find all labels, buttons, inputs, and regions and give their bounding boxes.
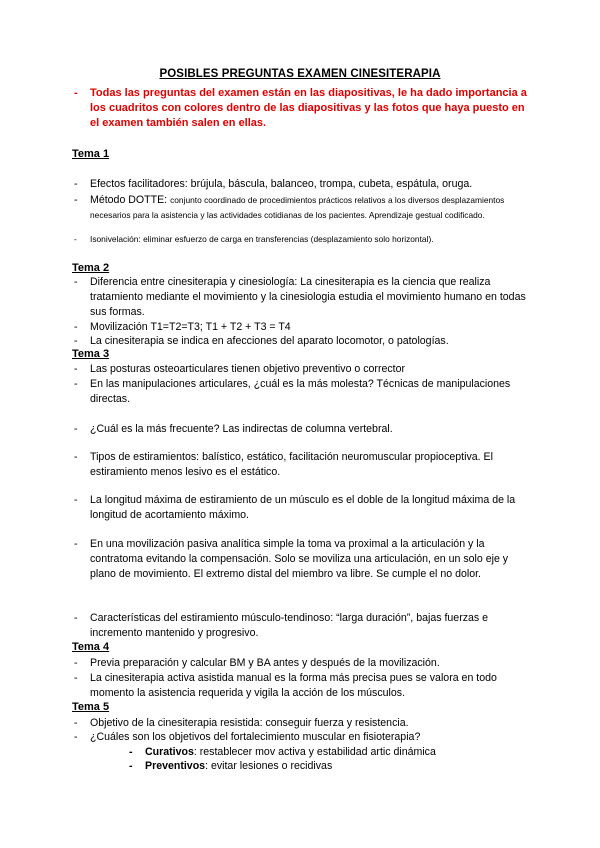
list-item-text: Previa preparación y calcular BM y BA antes y después de la movilización.: [90, 657, 440, 669]
bullet-dash: -: [74, 378, 78, 390]
list-item-text: Efectos facilitadores: brújula, báscula, balanceo, trompa, cubeta, espátula, oruga.: [90, 178, 473, 190]
bullet-dash: -: [74, 335, 78, 347]
list-item-text: Movilización T1=T2=T3; T1 + T2 + T3 = T4: [90, 321, 291, 333]
list-item: [74, 671, 530, 701]
sub-item-label: Curativos: [145, 746, 194, 758]
bullet-dash: -: [74, 451, 78, 463]
list-item: [74, 611, 530, 641]
sub-item-text: : restablecer mov activa y estabilidad artic dinámica: [193, 746, 436, 758]
list-item-text: Tipos de estiramientos: balístico, estático, facilitación neuromuscular propioceptiva. El estiramiento menos lesivo es el estático.: [90, 451, 493, 478]
note-text: Todas las preguntas del examen están en las diapositivas, le ha dado importancia a los cuadritos con colores dentro de las diapositivas y las fotos que haya puesto en el examen también salen en ellas.: [90, 87, 527, 129]
list-item: [74, 193, 530, 223]
bullet-dash: -: [74, 672, 78, 684]
sub-list-item: [129, 759, 535, 774]
bullet-dash: -: [129, 746, 133, 758]
list-item: [74, 422, 530, 437]
section-heading-tema-2: Tema 2: [72, 262, 110, 274]
list-item-text: Diferencia entre cinesiterapia y cinesiología: La cinesiterapia es la ciencia que realiza tratamiento mediante el movimiento y la cinesiologia estudia el movimiento humano en todas sus formas.: [90, 276, 526, 318]
bullet-dash: -: [74, 494, 78, 506]
list-item-text: En las manipulaciones articulares, ¿cuál es la más molesta? Técnicas de manipulaciones directas.: [90, 378, 511, 405]
bullet-dash: -: [74, 717, 78, 729]
bullet-dash: -: [74, 194, 78, 206]
bullet-dash: -: [74, 363, 78, 375]
list-item-text: Características del estiramiento músculo-tendinoso: “larga duración”, bajas fuerzas e incremento mantenido y progresivo.: [90, 612, 489, 639]
list-item-text: La longitud máxima de estiramiento de un músculo es el doble de la longitud máxima de la longitud de acortamiento máximo.: [90, 494, 516, 521]
bullet-dash: -: [74, 538, 78, 550]
list-item: [74, 362, 530, 377]
sub-item-text: : evitar lesiones o recidivas: [205, 760, 333, 772]
list-item: [74, 177, 530, 192]
bullet-dash: -: [74, 87, 78, 99]
exam-note: [74, 86, 530, 131]
list-item: [74, 320, 530, 335]
list-item: [74, 275, 530, 320]
list-item: [74, 716, 530, 731]
list-item: [74, 730, 530, 745]
list-item-lead: Método DOTTE:: [90, 194, 171, 206]
list-item: [74, 233, 540, 246]
bullet-dash: -: [74, 321, 78, 333]
bullet-dash: -: [74, 612, 78, 624]
bullet-dash: -: [74, 276, 78, 288]
list-item-text: ¿Cuáles son los objetivos del fortalecimiento muscular en fisioterapia?: [90, 731, 421, 743]
section-heading-tema-4: Tema 4: [72, 641, 110, 653]
bullet-dash: -: [74, 731, 78, 743]
list-item: [74, 537, 530, 582]
list-item: [74, 493, 530, 523]
bullet-dash: -: [129, 760, 133, 772]
list-item-text: La cinesiterapia activa asistida manual es la forma más precisa pues se valora en todo momento la asistencia requerida y vigila la acción de los músculos.: [90, 672, 497, 699]
list-item-text: Las posturas osteoarticulares tienen objetivo preventivo o corrector: [90, 363, 406, 375]
list-item: [74, 656, 530, 671]
bullet-dash: -: [74, 178, 78, 190]
sub-list-item: [129, 745, 535, 760]
list-item-text: En una movilización pasiva analítica simple la toma va proximal a la articulación y la contratoma evitando la compensación. Solo se moviliza una articulación, en un solo eje y plano de movimiento. El extremo distal del miembro va libre. Se cumple el no dolor.: [90, 538, 509, 580]
bullet-dash: -: [74, 234, 77, 244]
section-heading-tema-3: Tema 3: [72, 348, 110, 360]
list-item: [74, 377, 530, 407]
list-item-text: La cinesiterapia se indica en afecciones del aparato locomotor, o patologías.: [90, 335, 449, 347]
list-item-text: Objetivo de la cinesiterapia resistida: conseguir fuerza y resistencia.: [90, 717, 409, 729]
list-item-text: conjunto coordinado de procedimientos prácticos relativos a los diversos desplazamientos necesarios para la asistencia y las actividades cotidianas de los pacientes. Aprendizaje gestual codificado.: [90, 195, 505, 220]
list-item: [74, 334, 530, 349]
section-heading-tema-1: Tema 1: [72, 148, 110, 160]
bullet-dash: -: [74, 657, 78, 669]
list-item-text: Isonivelación: eliminar esfuerzo de carga en transferencias (desplazamiento solo horizontal).: [90, 234, 434, 244]
list-item-text: ¿Cuál es la más frecuente? Las indirectas de columna vertebral.: [90, 423, 393, 435]
sub-item-label: Preventivos: [145, 760, 206, 772]
document-title: POSIBLES PREGUNTAS EXAMEN CINESITERAPIA: [159, 68, 441, 80]
section-heading-tema-5: Tema 5: [72, 701, 110, 713]
list-item: [74, 450, 530, 480]
bullet-dash: -: [74, 423, 78, 435]
